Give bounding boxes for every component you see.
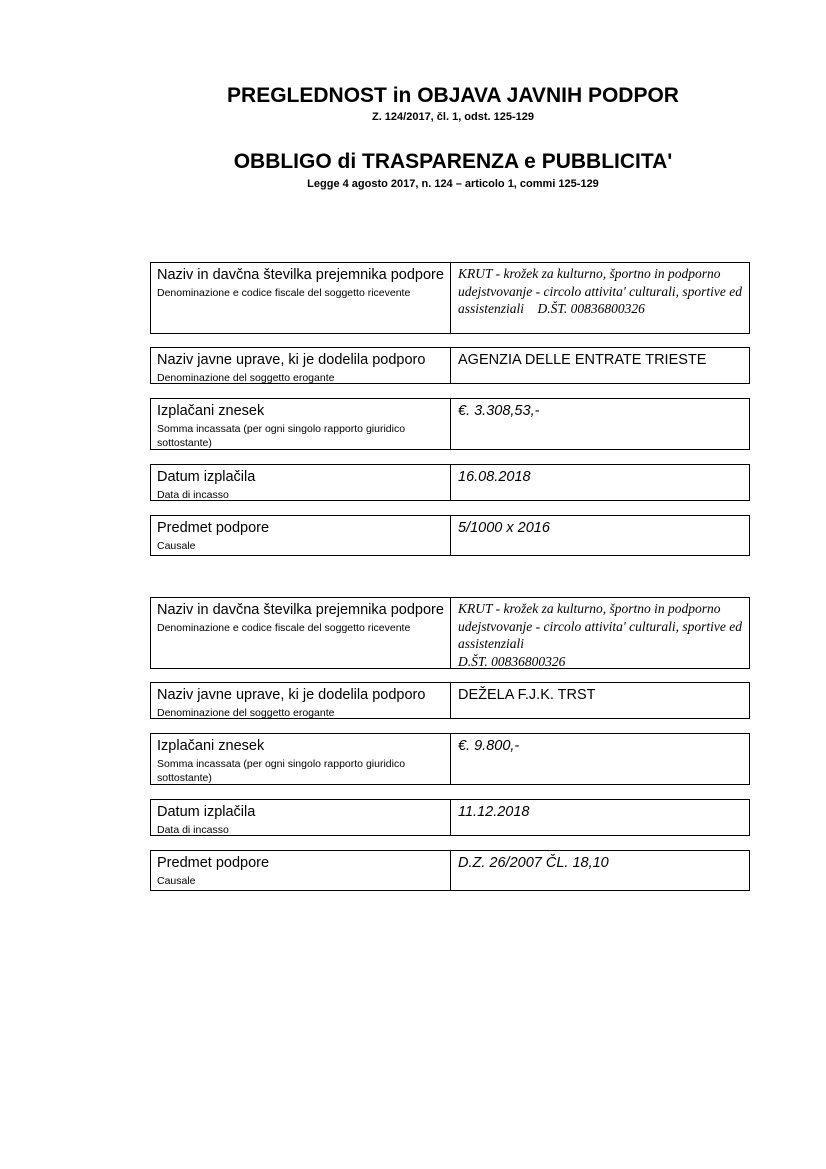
page-subtitle-italian: Legge 4 agosto 2017, n. 124 – articolo 1, commi 125-129 <box>307 178 599 190</box>
subject-value: D.Z. 26/2007 ČL. 18,10 <box>458 855 609 871</box>
record-2-amount-row <box>150 733 750 785</box>
record-2-recipient-row <box>150 597 750 669</box>
recipient-value: KRUT - krožek za kulturno, športno in podporno udejstvovanje - circolo attivita' culturali, sportive ed assistenziali D.ŠT. 00836800326 <box>458 266 746 316</box>
record-2-subject-row <box>150 850 750 891</box>
record-1-authority-row <box>150 347 750 384</box>
record-1-subject-row <box>150 515 750 556</box>
subject-label-cell <box>151 851 451 890</box>
recipient-value: KRUT - krožek za kulturno, športno in podporno udejstvovanje - circolo attivita' culturali, sportive ed assistenziali D.ŠT. 00836800326 <box>458 601 742 669</box>
record-2-date-row <box>150 799 750 836</box>
authority-value: DEŽELA F.J.K. TRST <box>458 687 596 703</box>
authority-label: Naziv javne uprave, ki je dodelila podporo <box>157 687 426 703</box>
record-2-authority-row <box>150 682 750 719</box>
authority-label-cell <box>151 348 451 383</box>
amount-label: Izplačani znesek <box>157 403 265 419</box>
recipient-label: Naziv in davčna številka prejemnika podpore <box>157 602 444 618</box>
recipient-label: Naziv in davčna številka prejemnika podpore <box>157 267 444 283</box>
date-label-cell <box>151 465 451 500</box>
amount-label: Izplačani znesek <box>157 738 265 754</box>
page-title-italian: OBBLIGO di TRASPARENZA e PUBBLICITA' <box>233 150 673 173</box>
amount-value: €. 3.308,53,- <box>458 403 540 419</box>
authority-value-cell <box>451 348 749 383</box>
date-label-italian: Data di incasso <box>157 824 229 836</box>
date-label: Datum izplačila <box>157 804 256 820</box>
subject-label: Predmet podpore <box>157 520 270 536</box>
date-value-cell <box>451 800 749 835</box>
authority-label: Naziv javne uprave, ki je dodelila podporo <box>157 352 426 368</box>
subject-value-cell <box>451 851 749 890</box>
subject-label: Predmet podpore <box>157 855 270 871</box>
recipient-label-cell <box>151 263 451 333</box>
amount-label-cell <box>151 399 451 449</box>
amount-label-cell <box>151 734 451 784</box>
authority-value: AGENZIA DELLE ENTRATE TRIESTE <box>458 352 707 368</box>
page-title-slovene: PREGLEDNOST in OBJAVA JAVNIH PODPOR <box>227 84 679 107</box>
subject-value-cell <box>451 516 749 555</box>
record-1-recipient-row <box>150 262 750 334</box>
subject-value: 5/1000 x 2016 <box>458 520 550 536</box>
amount-label-italian: Somma incassata (per ogni singolo rapporto giuridico sottostante) <box>157 758 406 784</box>
date-label-italian: Data di incasso <box>157 489 229 501</box>
page-subtitle-slovene: Z. 124/2017, čl. 1, odst. 125-129 <box>371 111 535 123</box>
record-1-amount-row <box>150 398 750 450</box>
authority-label-italian: Denominazione del soggetto erogante <box>157 372 335 384</box>
amount-value: €. 9.800,- <box>458 738 520 754</box>
date-value: 11.12.2018 <box>458 804 530 820</box>
amount-value-cell <box>451 399 749 449</box>
authority-label-italian: Denominazione del soggetto erogante <box>157 707 335 719</box>
authority-label-cell <box>151 683 451 718</box>
amount-value-cell <box>451 734 749 784</box>
date-value: 16.08.2018 <box>458 469 531 485</box>
authority-value-cell <box>451 683 749 718</box>
date-value-cell <box>451 465 749 500</box>
subject-label-italian: Causale <box>157 875 196 887</box>
subject-label-cell <box>151 516 451 555</box>
record-1-date-row <box>150 464 750 501</box>
recipient-label-italian: Denominazione e codice fiscale del soggetto ricevente <box>157 622 411 634</box>
amount-label-italian: Somma incassata (per ogni singolo rapporto giuridico sottostante) <box>157 423 406 449</box>
date-label: Datum izplačila <box>157 469 256 485</box>
recipient-label-cell <box>151 598 451 668</box>
date-label-cell <box>151 800 451 835</box>
recipient-value-cell <box>451 598 749 668</box>
recipient-label-italian: Denominazione e codice fiscale del soggetto ricevente <box>157 287 411 299</box>
recipient-value-cell <box>451 263 749 333</box>
subject-label-italian: Causale <box>157 540 196 552</box>
